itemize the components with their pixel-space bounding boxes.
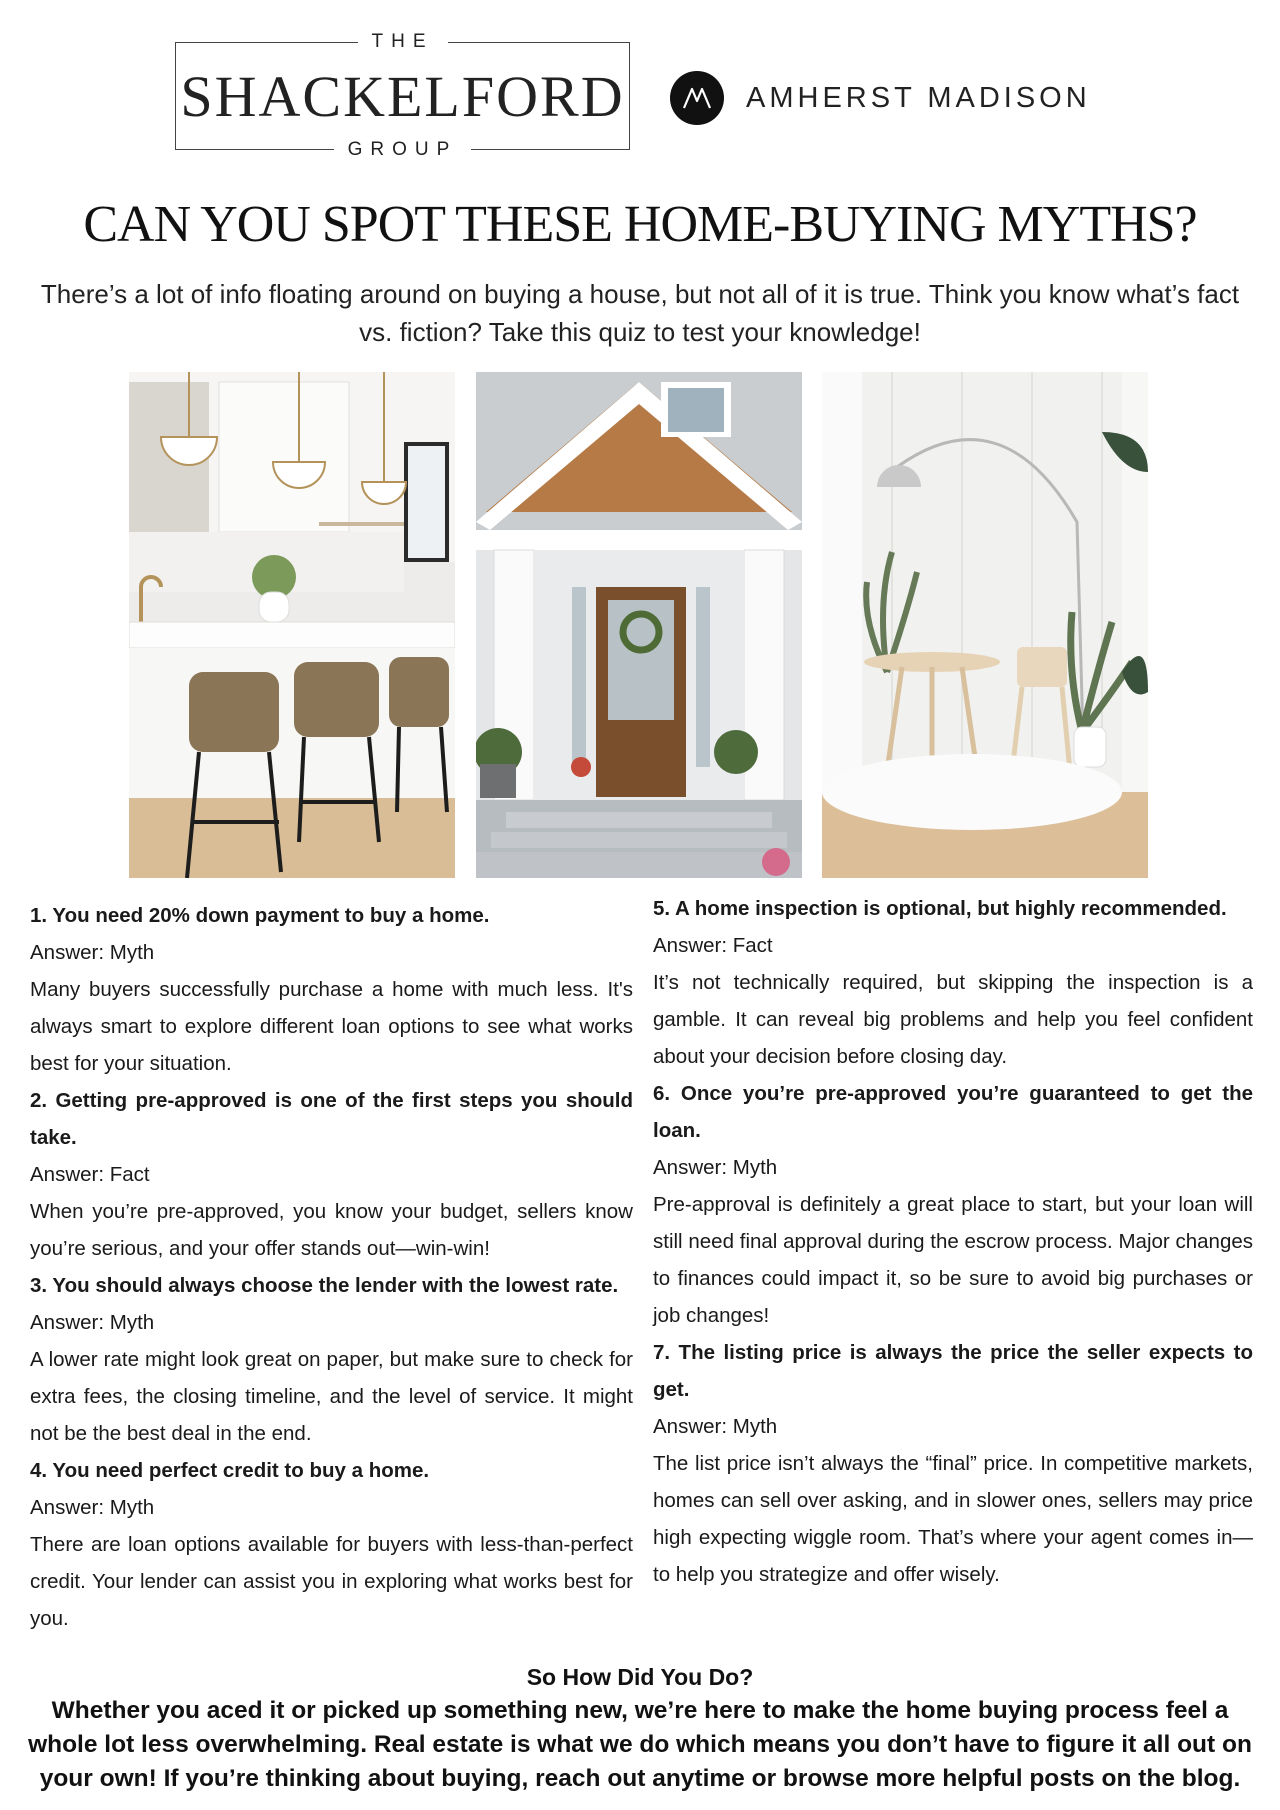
quiz-answer: Answer: Fact [653,934,773,957]
amherst-madison-logo [670,70,1091,126]
quiz-answer: Answer: Myth [653,1415,778,1438]
quiz-answer: Answer: Fact [30,1163,150,1186]
living-room-photo [822,372,1148,878]
quiz-question: 4. You need perfect credit to buy a home. [30,1459,430,1482]
quiz-item [653,1334,1253,1593]
quiz-item [30,897,633,1082]
quiz-answer: Answer: Myth [30,941,155,964]
quiz-question: 2. Getting pre-approved is one of the first steps you should take. [30,1089,633,1149]
quiz-item [30,1267,633,1452]
quiz-question: 7. The listing price is always the price the seller expects to get. [653,1341,1253,1401]
logo-the-text: THE [358,31,448,52]
quiz-question: 6. Once you’re pre-approved you’re guaranteed to get the loan. [653,1082,1253,1142]
quiz-column-left [30,897,633,1637]
quiz-answer: Answer: Myth [30,1311,155,1334]
intro-text: There’s a lot of info floating around on buying a house, but not all of it is true. Think you know what’s fact vs. fiction? Take this quiz to test your knowledge! [40,279,1240,347]
amherst-madison-name: AMHERST MADISON [746,81,1091,114]
logo-group-text: GROUP [334,139,472,160]
quiz-explanation: There are loan options available for buyers with less-than-perfect credit. Your lender can assist you in exploring what works best for you. [30,1533,633,1630]
quiz-question: 1. You need 20% down payment to buy a home. [30,904,490,927]
quiz-column-right [653,890,1253,1593]
quiz-item [653,890,1253,1075]
kitchen-photo [129,372,455,878]
quiz-explanation: A lower rate might look great on paper, but make sure to check for extra fees, the closing timeline, and the level of service. It might not be the best deal in the end. [30,1348,633,1445]
quiz-item [30,1082,633,1267]
logo-name-text: SHACKELFORD [180,64,625,129]
quiz-question: 3. You should always choose the lender with the lowest rate. [30,1274,619,1297]
quiz-explanation: Pre-approval is definitely a great place to start, but your loan will still need final approval during the escrow process. Major changes to finances could impact it, so be sure to avoid big purchases or job changes! [653,1193,1253,1327]
page-title: CAN YOU SPOT THESE HOME-BUYING MYTHS? [83,196,1197,253]
quiz-explanation: Many buyers successfully purchase a home with much less. It's always smart to explore different loan options to see what works best for your situation. [30,978,633,1075]
quiz-explanation: It’s not technically required, but skipping the inspection is a gamble. It can reveal big problems and help you feel confident about your decision before closing day. [653,971,1253,1068]
footer-body: Whether you aced it or picked up something new, we’re here to make the home buying process feel a whole lot less overwhelming. Real estate is what we do which means you don’t have to figure it all out on your own! If you’re thinking about buying, reach out anytime or browse more helpful posts on the blog. [28,1697,1252,1792]
quiz-question: 5. A home inspection is optional, but highly recommended. [653,897,1227,920]
quiz-explanation: When you’re pre-approved, you know your budget, sellers know you’re serious, and your offer stands out—win-win! [30,1200,633,1260]
footer-heading: So How Did You Do? [526,1664,754,1690]
front-porch-photo [476,372,802,878]
amherst-madison-mark-icon [670,71,724,125]
quiz-item [30,1452,633,1637]
quiz-answer: Answer: Myth [30,1496,155,1519]
quiz-item [653,1075,1253,1334]
quiz-explanation: The list price isn’t always the “final” price. In competitive markets, homes can sell over asking, and in slower ones, sellers may price high expecting wiggle room. That’s where your agent comes in—to help you strategize and offer wisely. [653,1452,1253,1586]
shackelford-group-logo [175,31,630,160]
quiz-answer: Answer: Myth [653,1156,778,1179]
